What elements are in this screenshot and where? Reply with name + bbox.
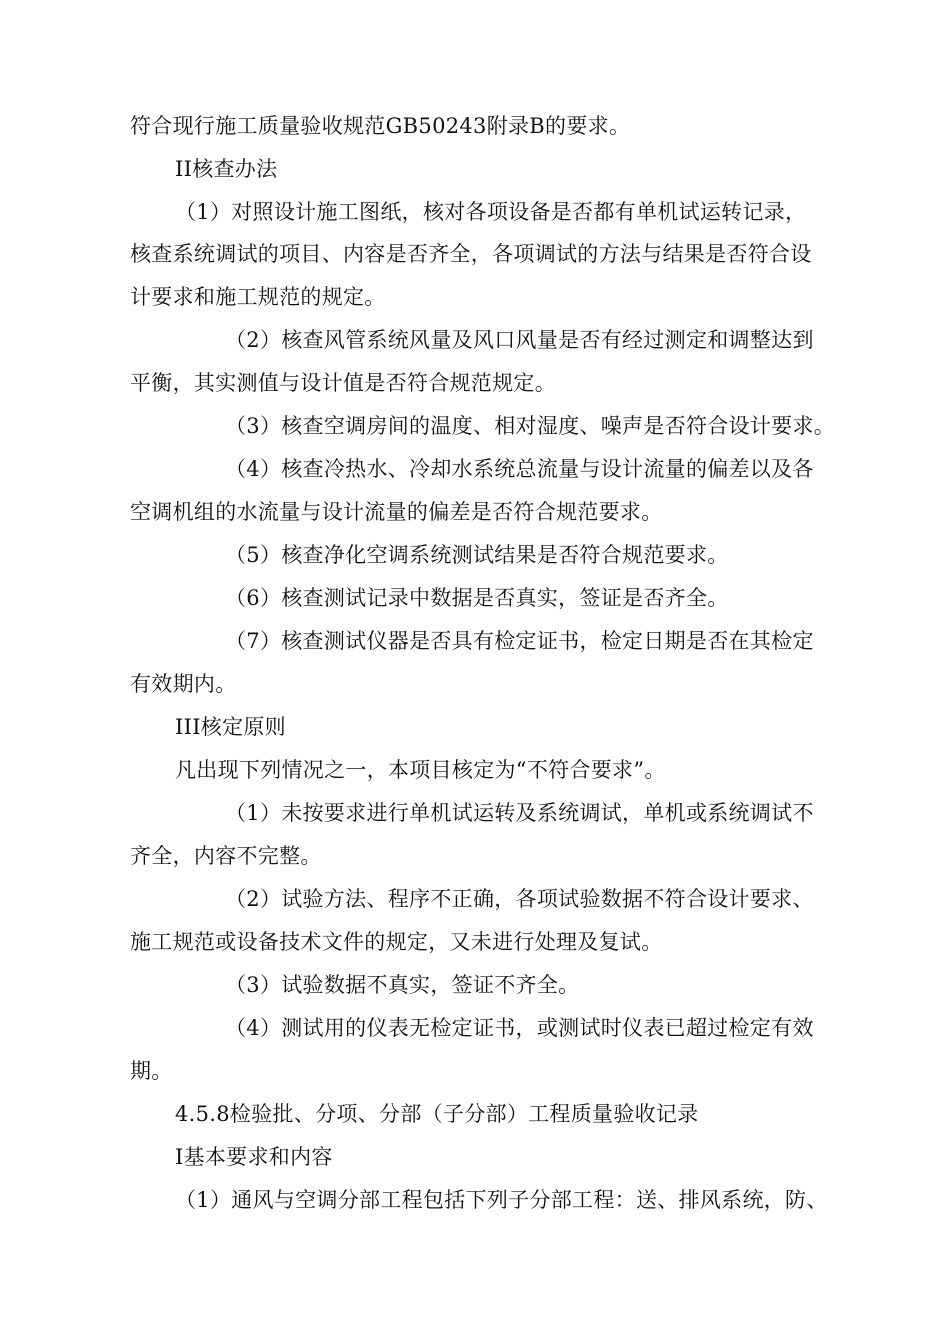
text-line: 计要求和施工规范的规定。	[130, 285, 386, 309]
text-line: （5）核查净化空调系统测试结果是否符合规范要求。	[225, 543, 729, 567]
text-line: （2）核查风管系统风量及风口风量是否有经过测定和调整达到	[225, 328, 814, 352]
text-line: （1）对照设计施工图纸，核对各项设备是否都有单机试运转记录，	[175, 200, 807, 224]
section-heading: 4.5.8检验批、分项、分部（子分部）工程质量验收记录	[175, 1102, 699, 1126]
text-line: 期。	[130, 1059, 173, 1083]
section-heading: III核定原则	[175, 715, 286, 739]
text-line: 符合现行施工质量验收规范GB50243附录B的要求。	[130, 114, 631, 138]
text-line: （1）通风与空调分部工程包括下列子分部工程：送、排风系统，防、	[175, 1188, 828, 1212]
text-line: 平衡，其实测值与设计值是否符合规范规定。	[130, 371, 556, 395]
section-heading: I基本要求和内容	[175, 1145, 333, 1169]
text-line: （4）测试用的仪表无检定证书，或测试时仪表已超过检定有效	[225, 1016, 814, 1040]
text-line: （3）核查空调房间的温度、相对湿度、噪声是否符合设计要求。	[225, 414, 836, 438]
text-line: 有效期内。	[130, 672, 237, 696]
text-line: （7）核查测试仪器是否具有检定证书，检定日期是否在其检定	[225, 629, 814, 653]
text-line: （2）试验方法、程序不正确，各项试验数据不符合设计要求、	[225, 887, 814, 911]
text-line: 空调机组的水流量与设计流量的偏差是否符合规范要求。	[130, 500, 663, 524]
text-line: 凡出现下列情况之一，本项目核定为“不符合要求”。	[175, 758, 666, 782]
text-line: （3）试验数据不真实，签证不齐全。	[225, 973, 580, 997]
text-line: 齐全，内容不完整。	[130, 844, 322, 868]
section-heading: II核查办法	[175, 157, 278, 181]
text-line: （1）未按要求进行单机试运转及系统调试，单机或系统调试不	[225, 801, 814, 825]
text-line: 核查系统调试的项目、内容是否齐全，各项调试的方法与结果是否符合设	[130, 242, 812, 266]
text-line: （4）核查冷热水、冷却水系统总流量与设计流量的偏差以及各	[225, 457, 814, 481]
text-line: 施工规范或设备技术文件的规定，又未进行处理及复试。	[130, 930, 663, 954]
text-line: （6）核查测试记录中数据是否真实，签证是否齐全。	[225, 586, 729, 610]
